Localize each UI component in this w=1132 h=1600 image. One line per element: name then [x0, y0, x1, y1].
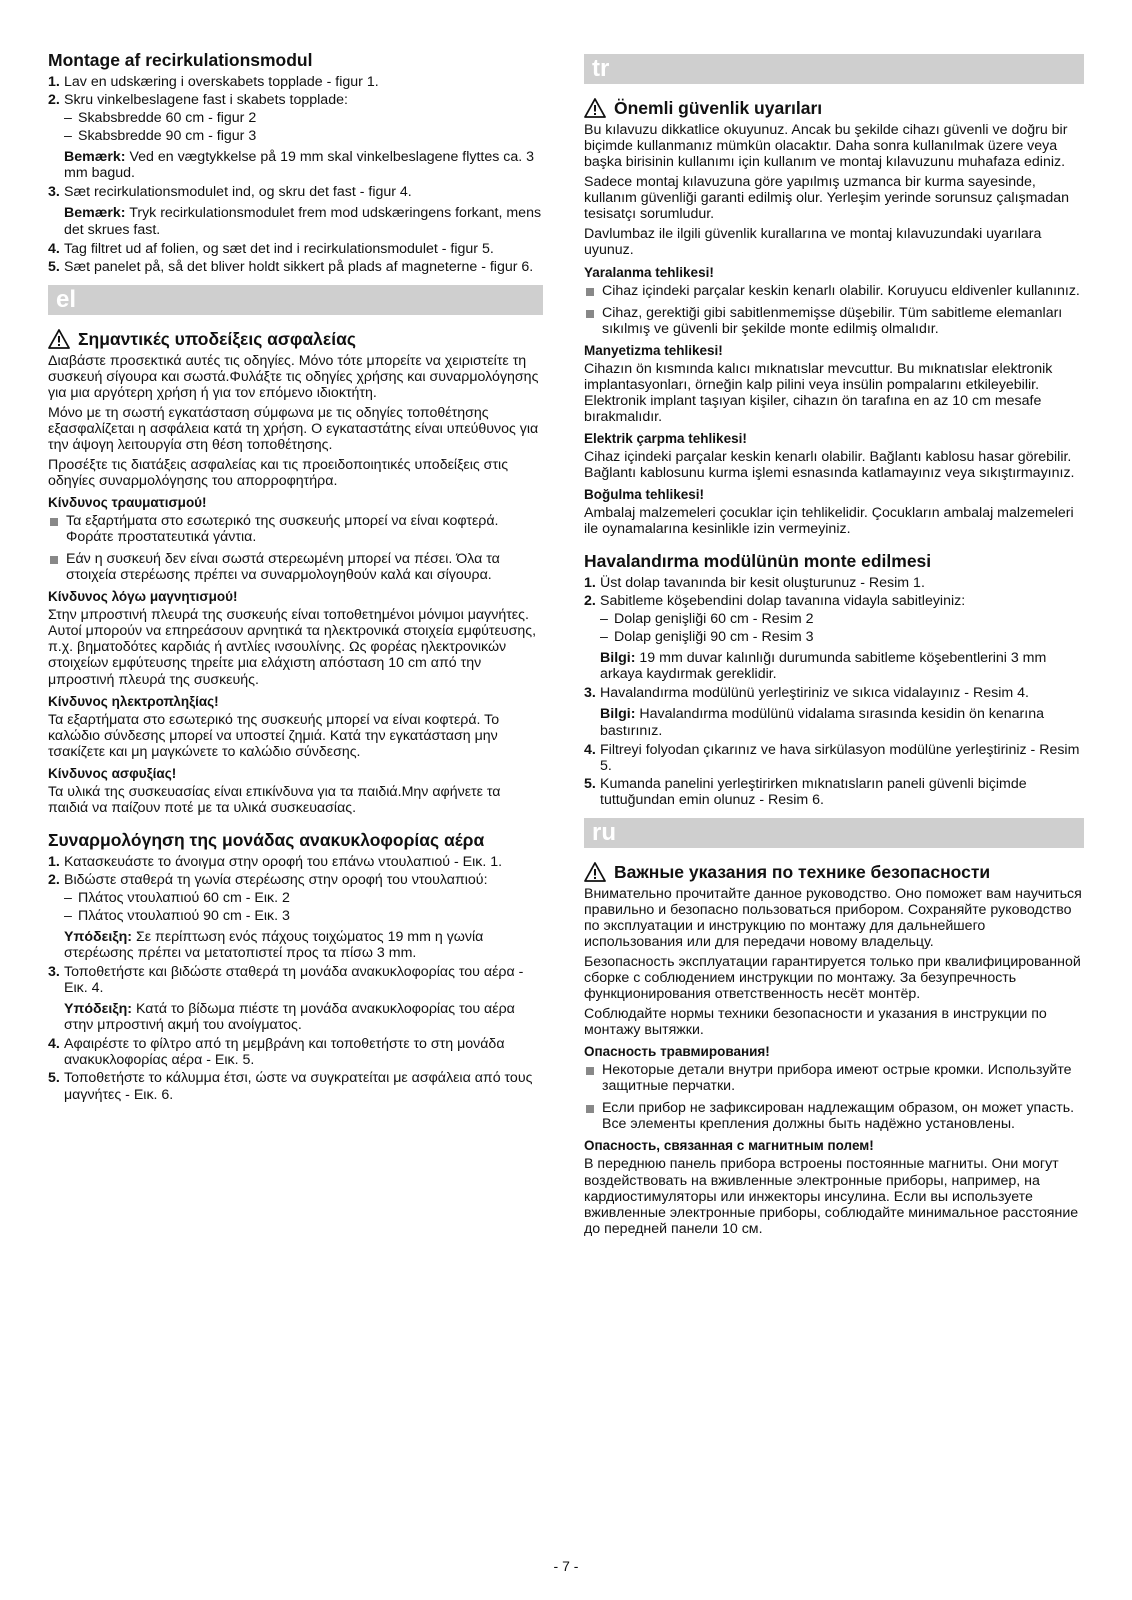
list-item: 1. Κατασκευάστε το άνοιγμα στην οροφή του επάνω ντουλαπιού - Εικ. 1.: [48, 853, 503, 870]
paragraph: Sadece montaj kılavuzuna göre yapılmış uzmanca bir kurma sayesinde, kullanım güvenliği garanti edilmiş olur. Yerleşim yerinde sorunsuz çalışmadan tesisatçı sorumludur.: [584, 174, 1069, 223]
list-item: Cihaz içindeki parçalar keskin kenarlı olabilir. Koruyucu eldivenler kullanınız.: [584, 283, 1084, 299]
paragraph: Μόνο με τη σωστή εγκατάσταση σύμφωνα με τις οδηγίες τοποθέτησης εξασφαλίζεται η ασφάλεια κατά τη χρήση. Ο εγκαταστάτης είναι υπεύθυνος για την άψογη λειτουργία στη θέση τοποθέτησης.: [48, 404, 539, 453]
bullet-square-icon: [50, 518, 58, 526]
paragraph: В переднюю панель прибора встроены постоянные магниты. Они могут воздействовать на вживленные электронные приборы, например, на кардиостимуляторы или инжекторы инсулина. Если вы используете вживленные электронные приборы, соблюдайте минимальное расстояние до передней панели 10 см.: [584, 1156, 1079, 1237]
list-item: 2. Skru vinkelbeslagene fast i skabets topplade: – Skabsbredde 60 cm - figur 2 – Skabsbredde 90 cm - figur 3 Bemærk: Ved en vægtykkelse på 19 mm skal vinkelbeslagene flyttes ca. 3 mm bagud.: [48, 92, 543, 181]
heading-suffocation: Κίνδυνος ασφυξίας!: [48, 765, 177, 781]
paragraph: Davlumbaz ile ilgili güvenlik kurallarına ve montaj kılavuzundaki uyarılara uyunuz.: [584, 226, 1042, 259]
paragraph: Τα εξαρτήματα στο εσωτερικό της συσκευής μπορεί να είναι κοφτερά. Το καλώδιο σύνδεσης μπορεί να υποστεί ζημιά. Κατά την εγκατάσταση μην τσακίζετε και μη μαγκώνετε το καλώδιο σύνδεσης.: [48, 711, 500, 760]
note: Υπόδειξη: Σε περίπτωση ενός πάχους τοιχώματος 19 mm η γωνία στερέωσης πρέπει να μετατοπιστεί προς τα πίσω 3 mm.: [64, 929, 484, 962]
turkish-assembly-title: Havalandırma modülünün monte edilmesi: [584, 551, 932, 572]
language-bar-el: el: [48, 285, 543, 315]
list-item: Некоторые детали внутри прибора имеют острые кромки. Используйте защитные перчатки.: [584, 1062, 1084, 1094]
list-item: 5. Kumanda panelini yerleştirirken mıknatısların paneli güvenli biçimde tuttuğundan emin olunuz - Resim 6.: [584, 775, 1027, 808]
paragraph: Соблюдайте нормы техники безопасности и указания в инструкции по монтажу вытяжки.: [584, 1006, 1047, 1039]
heading-electric: Elektrik çarpma tehlikesi!: [584, 430, 747, 446]
list-item: 3. Τοποθετήστε και βιδώστε σταθερά τη μονάδα ανακυκλοφορίας του αέρα - Εικ. 4. Υπόδειξη: Κατά το βίδωμα πιέστε τη μονάδα ανακυκλοφορίας του αέρα στην μπροστινή ακμή του ανοίγματος.: [48, 964, 543, 1033]
heading-injury: Yaralanma tehlikesi!: [584, 264, 714, 280]
danish-steps: [48, 74, 543, 275]
note: Bemærk: Tryk recirkulationsmodulet frem mod udskæringens forkant, mens det skrues fast.: [64, 205, 542, 238]
bullet-square-icon: [586, 310, 594, 318]
list-item: 5. Τοποθετήστε το κάλυμμα έτσι, ώστε να συγκρατείται με ασφάλεια από τους μαγνήτες - Εικ. 6.: [48, 1070, 533, 1103]
paragraph: Cihazın ön kısmında kalıcı mıknatıslar mevcuttur. Bu mıknatıslar elektronik implantasyonları, örneğin kalp pilini veya insülin pompalarını etkileyebilir. Elektronik implant taşıyan kişiler, cihazın ön tarafına en az 10 cm mesafe bırakmalıdır.: [584, 360, 1053, 425]
heading-magnet: Опасность, связанная с магнитным полем!: [584, 1138, 874, 1154]
bullet-square-icon: [586, 1105, 594, 1113]
list-item: 3. Sæt recirkulationsmodulet ind, og skru det fast - figur 4. Bemærk: Tryk recirkulationsmodulet frem mod udskæringens forkant, mens det skrues fast.: [48, 184, 542, 238]
paragraph: Внимательно прочитайте данное руководство. Оно поможет вам научиться правильно и безопасно пользоваться прибором. Сохраняйте руководство по эксплуатации и инструкцию по монтажу для дальнейшего использования или для передачи новому владельцу.: [584, 885, 1082, 951]
page-number: - 7 -: [553, 1558, 579, 1574]
bullet-square-icon: [586, 1067, 594, 1075]
paragraph: Безопасность эксплуатации гарантируется только при квалифицированной сборке с соблюдением инструкции по монтажу. За безупречность функционирования ответственность несёт монтёр.: [584, 954, 1081, 1003]
list-item: 1. Lav en udskæring i overskabets topplade - figur 1.: [48, 74, 379, 91]
paragraph: Ambalaj malzemeleri çocuklar için tehlikelidir. Çocukların ambalaj malzemeleri ile oynamalarına kesinlikle izin vermeyiniz.: [584, 504, 1074, 537]
heading-suffocation: Boğulma tehlikesi!: [584, 486, 705, 502]
right-column: [584, 50, 1084, 1241]
bullet-square-icon: [586, 288, 594, 296]
heading-electric: Κίνδυνος ηλεκτροπληξίας!: [48, 693, 219, 709]
list-item: 4. Filtreyi folyodan çıkarınız ve hava sirkülasyon modülüne yerleştiriniz - Resim 5.: [584, 741, 1080, 774]
list-item: 3. Havalandırma modülünü yerleştiriniz ve sıkıca vidalayınız - Resim 4. Bilgi: Havalandırma modülünü vidalama sırasında kesidin ön kenarına bastırınız.: [584, 685, 1084, 738]
list-item: Если прибор не зафиксирован надлежащим образом, он может упасть. Все элементы крепления должны быть надёжно установлены.: [584, 1100, 1084, 1132]
note: Bemærk: Ved en vægtykkelse på 19 mm skal vinkelbeslagene flyttes ca. 3 mm bagud.: [64, 149, 535, 182]
greek-safety-title: Σημαντικές υποδείξεις ασφαλείας: [48, 329, 543, 349]
warning-icon: [584, 862, 606, 882]
heading-injury: Опасность травмирования!: [584, 1044, 770, 1060]
list-item: 4. Tag filtret ud af folien, og sæt det ind i recirkulationsmodulet - figur 5.: [48, 240, 494, 257]
note: Bilgi: Havalandırma modülünü vidalama sırasında kesidin ön kenarına bastırınız.: [600, 706, 1044, 739]
list-item: Εάν η συσκευή δεν είναι σωστά στερεωμένη μπορεί να πέσει. Όλα τα στοιχεία στερέωσης πρέπει να συναρμολογηθούν καλά και σίγουρα.: [48, 551, 543, 583]
turkish-safety-title: Önemli güvenlik uyarıları: [584, 98, 1084, 118]
heading-magnet: Κίνδυνος λόγω μαγνητισμού!: [48, 589, 238, 605]
list-item: Cihaz, gerektiği gibi sabitlenmemişse düşebilir. Tüm sabitleme elemanları sıkılmış ve güvenli bir şekilde monte edilmiş olmalıdır.: [584, 305, 1084, 337]
warning-icon: [48, 329, 70, 349]
language-bar-tr: tr: [584, 54, 1084, 84]
turkish-steps: [584, 575, 1084, 808]
list-item: 2. Βιδώστε σταθερά τη γωνία στερέωσης στην οροφή του ντουλαπιού: – Πλάτος ντουλαπιού 60 cm - Εικ. 2 – Πλάτος ντουλαπιού 90 cm - Εικ. 3 Υπόδειξη: Σε περίπτωση ενός πάχους τοιχώματος 19 mm η γωνία στερέωσης πρέπει να μετατοπιστεί προς τα πίσω 3 mm.: [48, 872, 543, 961]
heading-magnet: Manyetizma tehlikesi!: [584, 342, 723, 358]
note: Bilgi: 19 mm duvar kalınlığı durumunda sabitleme köşebentlerini 3 mm arkaya kaydırmak gereklidir.: [600, 650, 1047, 683]
list-item: Τα εξαρτήματα στο εσωτερικό της συσκευής μπορεί να είναι κοφτερά. Φοράτε προστατευτικά γάντια.: [48, 513, 543, 545]
paragraph: Bu kılavuzu dikkatlice okuyunuz. Ancak bu şekilde cihazı güvenli ve doğru bir biçimde kullanmanız mümkün olacaktır. Daha sonra kullanılmak üzere veya başka birisinin kullanımı için kullanım ve montaj kılavuzunu muhafaza ediniz.: [584, 122, 1068, 171]
note: Υπόδειξη: Κατά το βίδωμα πιέστε τη μονάδα ανακυκλοφορίας του αέρα στην μπροστινή ακμή του ανοίγματος.: [64, 1001, 515, 1034]
russian-safety-title: Важные указания по технике безопасности: [584, 862, 1084, 882]
paragraph: Στην μπροστινή πλευρά της συσκευής είναι τοποθετημένοι μόνιμοι μαγνήτες. Αυτοί μπορούν να επηρεάσουν αρνητικά τα ηλεκτρονικά στοιχεία εμφύτευσης, π.χ. βηματοδότες καρδιάς ή αντλίες ινσουλίνης. Ως φορέας ηλεκτρονικών στοιχείων εμφύτευσης τηρείτε μια ελάχιστη απόσταση 10 cm από την μπροστινή πλευρά της συσκευής.: [48, 607, 537, 688]
greek-steps: [48, 854, 543, 1103]
list-item: 4. Αφαιρέστε το φίλτρο από τη μεμβράνη και τοποθετήστε το στη μονάδα ανακυκλοφορίας αέρα - Εικ. 5.: [48, 1036, 505, 1069]
paragraph: Cihaz içindeki parçalar keskin kenarlı olabilir. Bağlantı kablosu hasar görebilir. Bağlantı kablosunu kurma işlemi esnasında katlamayınız veya sıkıştırmayınız.: [584, 448, 1075, 481]
list-item: 5. Sæt panelet på, så det bliver holdt sikkert på plads af magneterne - figur 6.: [48, 258, 534, 275]
greek-assembly-title: Συναρμολόγηση της μονάδας ανακυκλοφορίας αέρα: [48, 829, 485, 850]
bullet-square-icon: [50, 556, 58, 564]
list-item: 1. Üst dolap tavanında bir kesit oluşturunuz - Resim 1.: [584, 575, 925, 592]
paragraph: Προσέξτε τις διατάξεις ασφαλείας και τις προειδοποιητικές υποδείξεις στις οδηγίες συναρμολόγησης του απορροφητήρα.: [48, 457, 509, 490]
language-bar-ru: ru: [584, 818, 1084, 848]
paragraph: Τα υλικά της συσκευασίας είναι επικίνδυνα για τα παιδιά.Μην αφήνετε τα παιδιά να παίζουν ποτέ με τα υλικά συσκευασίας.: [48, 783, 501, 816]
warning-icon: [584, 98, 606, 118]
left-column: [48, 50, 543, 1107]
heading-injury: Κίνδυνος τραυματισμού!: [48, 495, 207, 511]
danish-assembly-title: Montage af recirkulationsmodul: [48, 50, 313, 70]
paragraph: Διαβάστε προσεκτικά αυτές τις οδηγίες. Μόνο τότε μπορείτε να χειριστείτε τη συσκευή σίγουρα και σωστά.Φυλάξτε τις οδηγίες χρήσης και συναρμολόγησης για μια αργότερη χρήση ή για τον επόμενο ιδιοκτήτη.: [48, 352, 539, 401]
list-item: 2. Sabitleme köşebendini dolap tavanına vidayla sabitleyiniz: – Dolap genişliği 60 cm - Resim 2 – Dolap genişliği 90 cm - Resim 3 Bilgi: 19 mm duvar kalınlığı durumunda sabitleme köşebentlerini 3 mm arkaya kaydırmak gereklidir.: [584, 593, 1084, 682]
